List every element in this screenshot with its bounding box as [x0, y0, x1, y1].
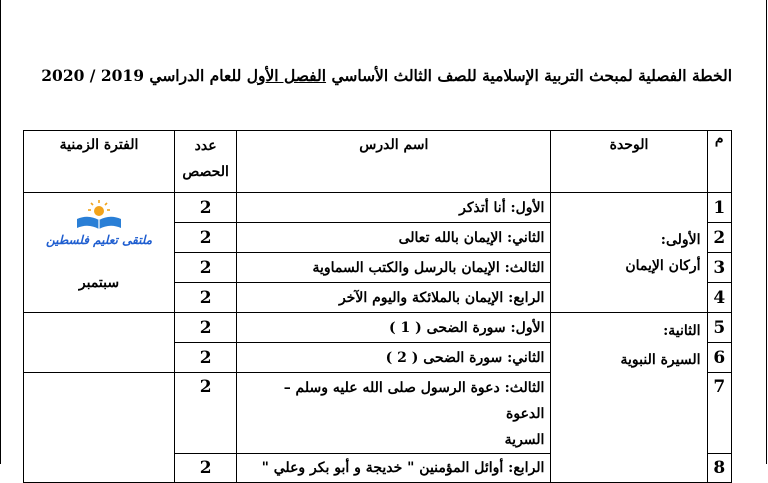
title-part1: الخطة الفصلية لمبحث التربية الإسلامية للصف الثالث الأساسي: [326, 66, 732, 85]
book-sun-icon: [71, 199, 127, 231]
unit-name: الثانية:: [663, 323, 701, 339]
header-unit: الوحدة: [551, 131, 707, 193]
unit-name: الأولى:: [660, 231, 701, 248]
header-period: الفترة الزمنية: [24, 131, 175, 193]
plan-table: [23, 130, 732, 483]
lesson-count: 2: [175, 253, 237, 283]
period-cell: [24, 193, 175, 313]
row-number: 3: [707, 253, 731, 283]
header-count: [175, 131, 237, 193]
header-count-line1: عدد: [194, 138, 217, 154]
lesson-line2: السرية: [504, 432, 545, 448]
header-count-line2: الحصص: [182, 164, 229, 180]
unit-cell: [551, 193, 707, 313]
lesson-name: الأول: أنا أتذكر: [237, 193, 551, 223]
lesson-name: الثالث: الإيمان بالرسل والكتب السماوية: [237, 253, 551, 283]
lesson-name: الأول: سورة الضحى ( 1 ): [237, 313, 551, 343]
logo-text: ملتقى تعليم فلسطين: [45, 233, 153, 247]
unit-cell: [551, 313, 707, 483]
row-number: 5: [707, 313, 731, 343]
row-number: 4: [707, 283, 731, 313]
lesson-count: 2: [175, 283, 237, 313]
table-header-row: [24, 131, 732, 193]
row-number: 2: [707, 223, 731, 253]
row-number: 7: [707, 373, 731, 454]
page-title: [41, 66, 732, 90]
row-number: 6: [707, 343, 731, 373]
lesson-name: الثاني: سورة الضحى ( 2 ): [237, 343, 551, 373]
row-number: 1: [707, 193, 731, 223]
lesson-count: 2: [175, 373, 237, 454]
site-logo: [30, 199, 168, 247]
lesson-line1: الثالث: دعوة الرسول صلى الله عليه وسلم – الدعوة: [283, 380, 545, 422]
lesson-name: [237, 373, 551, 454]
table-row: [24, 193, 732, 223]
header-num: م: [707, 131, 731, 193]
period-cell-empty: [24, 313, 175, 373]
lesson-count: 2: [175, 193, 237, 223]
lesson-name: الرابع: أوائل المؤمنين " خديجة و أبو بكر وعلي ": [237, 454, 551, 483]
row-number: 8: [707, 454, 731, 483]
lesson-name: الثاني: الإيمان بالله تعالى: [237, 223, 551, 253]
lesson-name: الرابع: الإيمان بالملائكة واليوم الآخر: [237, 283, 551, 313]
table-row: [24, 313, 732, 343]
lesson-count: 2: [175, 454, 237, 483]
title-year: للعام الدراسي 2019 / 2020: [41, 66, 247, 85]
period-cell-empty: [24, 373, 175, 483]
period-month: سبتمبر: [78, 275, 120, 291]
header-lesson: اسم الدرس: [237, 131, 551, 193]
lesson-count: 2: [175, 223, 237, 253]
lesson-count: 2: [175, 343, 237, 373]
lesson-count: 2: [175, 313, 237, 343]
title-semester: الفصل الأول: [246, 66, 327, 85]
unit-subtitle: السيرة النبوية: [620, 352, 701, 368]
unit-subtitle: أركان الإيمان: [625, 257, 701, 274]
